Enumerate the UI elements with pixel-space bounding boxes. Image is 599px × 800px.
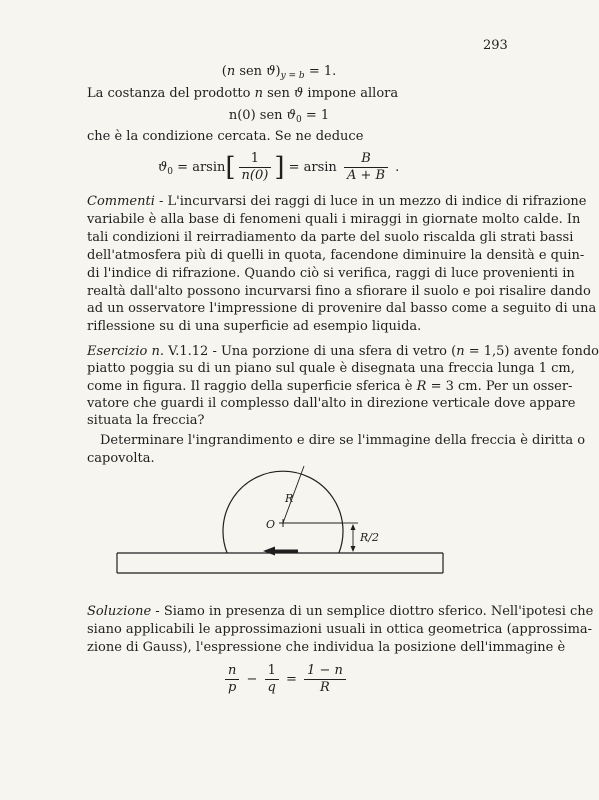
commenti-line: riflessione su di una superficie ad esempio liquida.	[87, 319, 422, 334]
esercizio-line: situata la freccia?	[87, 413, 205, 428]
esercizio-line: come in figura. Il raggio della superficie sferica è R = 3 cm. Per un osser-	[87, 379, 573, 394]
sphere-surface	[223, 471, 343, 553]
commenti-line: tali condizioni il reirradiamento da parte del suolo riscalda gli strati bassi	[87, 230, 574, 245]
commenti-line: variabile è alla base di fenomeni quali i miraggi in giornate molto calde. In	[87, 212, 581, 227]
text-line: La costanza del prodotto n sen ϑ impone allora	[87, 86, 399, 101]
soluzione-line: siano applicabili le approssimazioni usuali in ottica geometrica (approssima-	[87, 622, 593, 637]
commenti-line: di l'indice di rifrazione. Quando ciò si verifica, raggi di luce provenienti in	[87, 266, 575, 281]
soluzione-line: Soluzione - Siamo in presenza di un semplice diottro sferico. Nell'ipotesi che	[87, 604, 594, 619]
commenti-line: Commenti - L'incurvarsi dei raggi di luce in un mezzo di indice di rifrazione	[87, 194, 587, 209]
fraction: $\frac{1}{q}$	[265, 663, 279, 696]
text-line: che è la condizione cercata. Se ne deduce	[87, 129, 364, 144]
esercizio-line: piatto poggia su di un piano sul quale è disegnata una freccia lunga 1 cm,	[87, 361, 575, 376]
half-radius-label: R/2	[360, 531, 379, 544]
determinare-line: Determinare l'ingrandimento e dire se l'immagine della freccia è diritta o	[100, 433, 586, 448]
commenti-line: dell'atmosfera più di quelli in quota, facendone diminuire la densità e quin-	[87, 248, 585, 263]
equation-condition: n(0) sen $ϑ_0 = 1$	[228, 108, 330, 125]
fraction: $\frac{1 - n}{R}$	[304, 663, 346, 696]
dioptre-figure	[0, 470, 558, 590]
commenti-line: ad un osservatore l'impressione di provenire dal basso come a seguito di una	[87, 301, 597, 316]
determinare-line: capovolta.	[87, 451, 155, 466]
radius-label: R	[285, 492, 294, 505]
esercizio-line: Esercizio n. V.1.12 - Una porzione di una sfera di vetro (n = 1,5) avente fondo	[87, 344, 599, 359]
fraction: $\frac{1}{n(0)}$	[239, 151, 272, 184]
center-label: O	[266, 518, 276, 531]
equation-theta0: $ϑ_0 = arsin$[ $\frac{1}{n(0)}$ ] = arsin $\frac{B}{A + B}$ .	[158, 151, 400, 183]
fraction: $\frac{n}{p}$	[225, 663, 239, 696]
equation-constancy: (n sen $ϑ)_{y = b} = 1$.	[221, 64, 337, 81]
esercizio-line: vatore che guardi il complesso dall'alto in direzione verticale dove appare	[87, 396, 576, 411]
page-number: 293	[483, 38, 508, 53]
arrow-head	[263, 547, 275, 556]
soluzione-line: zione di Gauss), l'espressione che individua la posizione dell'immagine è	[87, 640, 566, 655]
fraction: $\frac{B}{A + B}$	[344, 151, 388, 184]
equation-dioptre: $\frac{n}{p}$ − $\frac{1}{q}$ = $\frac{1 - n}{R}$	[222, 662, 349, 698]
commenti-line: realtà dall'alto possono incurvarsi fino a sfiorare il suolo e poi risalire dando	[87, 284, 591, 299]
